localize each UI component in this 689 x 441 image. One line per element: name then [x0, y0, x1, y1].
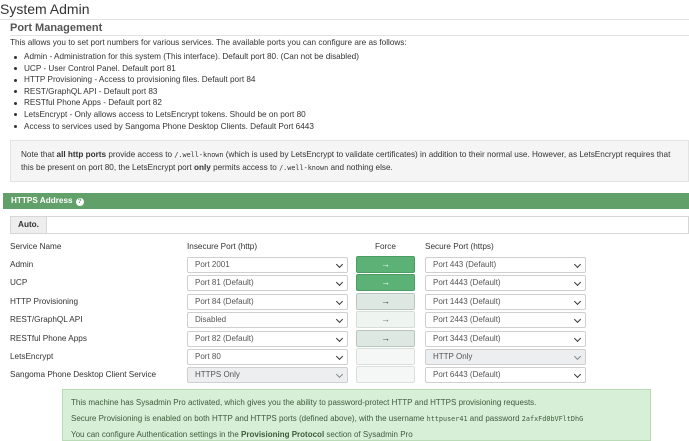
secure-port-select	[425, 349, 586, 365]
note-text: Note that	[21, 150, 57, 159]
insecure-port-select[interactable]	[187, 257, 348, 273]
info-bold: Provisioning Protocol	[241, 430, 325, 439]
select-value: HTTPS Only	[195, 370, 240, 379]
service-name: Sangoma Phone Desktop Client Service	[10, 370, 157, 379]
select-value: Port 3443 (Default)	[433, 334, 501, 343]
secure-port-select[interactable]	[425, 331, 586, 347]
secure-port-select[interactable]	[425, 312, 586, 328]
https-panel-header	[3, 193, 689, 209]
note-text: permits access to	[210, 162, 280, 172]
list-item: LetsEncrypt - Only allows access to LetsEncrypt tokens. Should be on port 80	[10, 109, 359, 121]
list-item: REST/GraphQL API - Default port 83	[10, 86, 359, 98]
panel-title: HTTPS Address	[11, 196, 73, 205]
note-bold: all http ports	[56, 150, 107, 159]
password-value: 2afxFd0bVFltDhG	[521, 414, 584, 423]
select-value: Port 80	[195, 352, 221, 361]
select-value: Disabled	[195, 315, 227, 324]
list-item: RESTful Phone Apps - Default port 82	[10, 97, 359, 109]
insecure-port-select[interactable]	[187, 331, 348, 347]
auto-button[interactable]: Auto.	[11, 217, 47, 233]
select-value: Port 4443 (Default)	[433, 278, 501, 287]
force-toggle[interactable]	[356, 256, 415, 273]
info-text: and password	[467, 413, 522, 423]
port-list	[10, 51, 359, 132]
auto-bar	[10, 216, 689, 234]
chevron-down-icon	[336, 353, 343, 360]
arrow-right-icon: →	[381, 296, 390, 306]
force-toggle[interactable]	[356, 274, 415, 291]
list-item: Admin - Administration for this system (This interface). Default port 80. (Can not be disabled)	[10, 51, 359, 63]
section-title: Port Management	[10, 22, 103, 34]
select-value: HTTP Only	[433, 352, 473, 361]
chevron-down-icon	[336, 298, 343, 305]
provisioning-info	[62, 389, 651, 441]
chevron-down-icon	[336, 316, 343, 323]
select-value: Port 82 (Default)	[195, 334, 254, 343]
help-icon[interactable]: ?	[76, 198, 84, 206]
note-code: /.well-known	[279, 163, 329, 172]
service-name: Admin	[10, 260, 34, 269]
arrow-right-icon: →	[381, 277, 390, 287]
column-header-force: Force	[375, 242, 396, 251]
list-item: HTTP Provisioning - Access to provisioning files. Default port 84	[10, 74, 359, 86]
force-toggle[interactable]	[356, 293, 415, 310]
select-value: Port 6443 (Default)	[433, 370, 501, 379]
info-line	[71, 427, 642, 441]
force-toggle[interactable]	[356, 366, 415, 383]
select-value: Port 443 (Default)	[433, 260, 497, 269]
well-known-note	[10, 140, 689, 182]
note-text: and nothing else.	[328, 162, 393, 172]
insecure-port-select[interactable]	[187, 275, 348, 291]
column-header-service: Service Name	[10, 242, 62, 251]
page-title: System Admin	[0, 1, 90, 17]
service-name: UCP	[10, 278, 28, 287]
chevron-down-icon	[336, 279, 343, 286]
force-toggle[interactable]	[356, 330, 415, 347]
chevron-down-icon	[336, 335, 343, 342]
insecure-port-select[interactable]	[187, 349, 348, 365]
title-divider	[0, 19, 689, 20]
list-item: UCP - User Control Panel. Default port 81	[10, 63, 359, 75]
info-text: You can configure Authentication settings in the	[71, 430, 242, 439]
note-text: (which is used by LetsEncrypt to validate certificates) in addition to their normal use. However, as LetsEncrypt requires that this be present on port 80, the LetsEncrypt port	[21, 150, 671, 172]
intro-text: This allows you to set port numbers for various services. The available ports you can configure are as follows:	[10, 38, 407, 47]
list-item: Access to services used by Sangoma Phone Desktop Clients. Default Port 6443	[10, 121, 359, 133]
select-value: Port 81 (Default)	[195, 278, 254, 287]
service-name: HTTP Provisioning	[10, 297, 79, 306]
chevron-down-icon	[574, 298, 581, 305]
chevron-down-icon	[336, 261, 343, 268]
note-code: /.well-known	[174, 151, 224, 159]
note-bold: only	[193, 162, 211, 172]
secure-port-select[interactable]	[425, 257, 586, 273]
chevron-down-icon	[336, 371, 343, 378]
select-value: Port 2001	[195, 260, 230, 269]
chevron-down-icon	[574, 353, 581, 360]
info-text: Secure Provisioning is enabled on both HTTP and HTTPS ports (defined above), with the username	[71, 413, 427, 423]
section-divider	[10, 35, 689, 36]
arrow-right-icon: →	[381, 314, 390, 324]
column-header-secure: Secure Port (https)	[425, 242, 494, 251]
secure-port-select[interactable]	[425, 294, 586, 310]
select-value: Port 1443 (Default)	[433, 297, 501, 306]
service-name: RESTful Phone Apps	[10, 334, 87, 343]
insecure-port-select	[187, 367, 348, 383]
service-name: REST/GraphQL API	[10, 315, 83, 324]
force-toggle[interactable]	[356, 348, 415, 365]
info-line: This machine has Sysadmin Pro activated, which gives you the ability to password-protect HTTP and HTTPS provisioning requests.	[71, 398, 537, 407]
info-text: section of Sysadmin Pro	[324, 430, 413, 439]
secure-port-select[interactable]	[425, 275, 586, 291]
chevron-down-icon	[574, 261, 581, 268]
chevron-down-icon	[574, 279, 581, 286]
arrow-right-icon: →	[381, 333, 390, 343]
secure-port-select[interactable]	[425, 367, 586, 383]
force-toggle[interactable]	[356, 311, 415, 328]
column-header-insecure: Insecure Port (http)	[187, 242, 258, 251]
chevron-down-icon	[574, 316, 581, 323]
username-value: httpuser41	[426, 414, 468, 423]
chevron-down-icon	[574, 335, 581, 342]
insecure-port-select[interactable]	[187, 312, 348, 328]
service-name: LetsEncrypt	[10, 352, 54, 361]
select-value: Port 2443 (Default)	[433, 315, 501, 324]
select-value: Port 84 (Default)	[195, 297, 254, 306]
info-line	[71, 411, 642, 428]
chevron-down-icon	[574, 371, 581, 378]
note-text: provide access to	[106, 150, 175, 159]
arrow-right-icon: →	[381, 259, 390, 269]
insecure-port-select[interactable]	[187, 294, 348, 310]
